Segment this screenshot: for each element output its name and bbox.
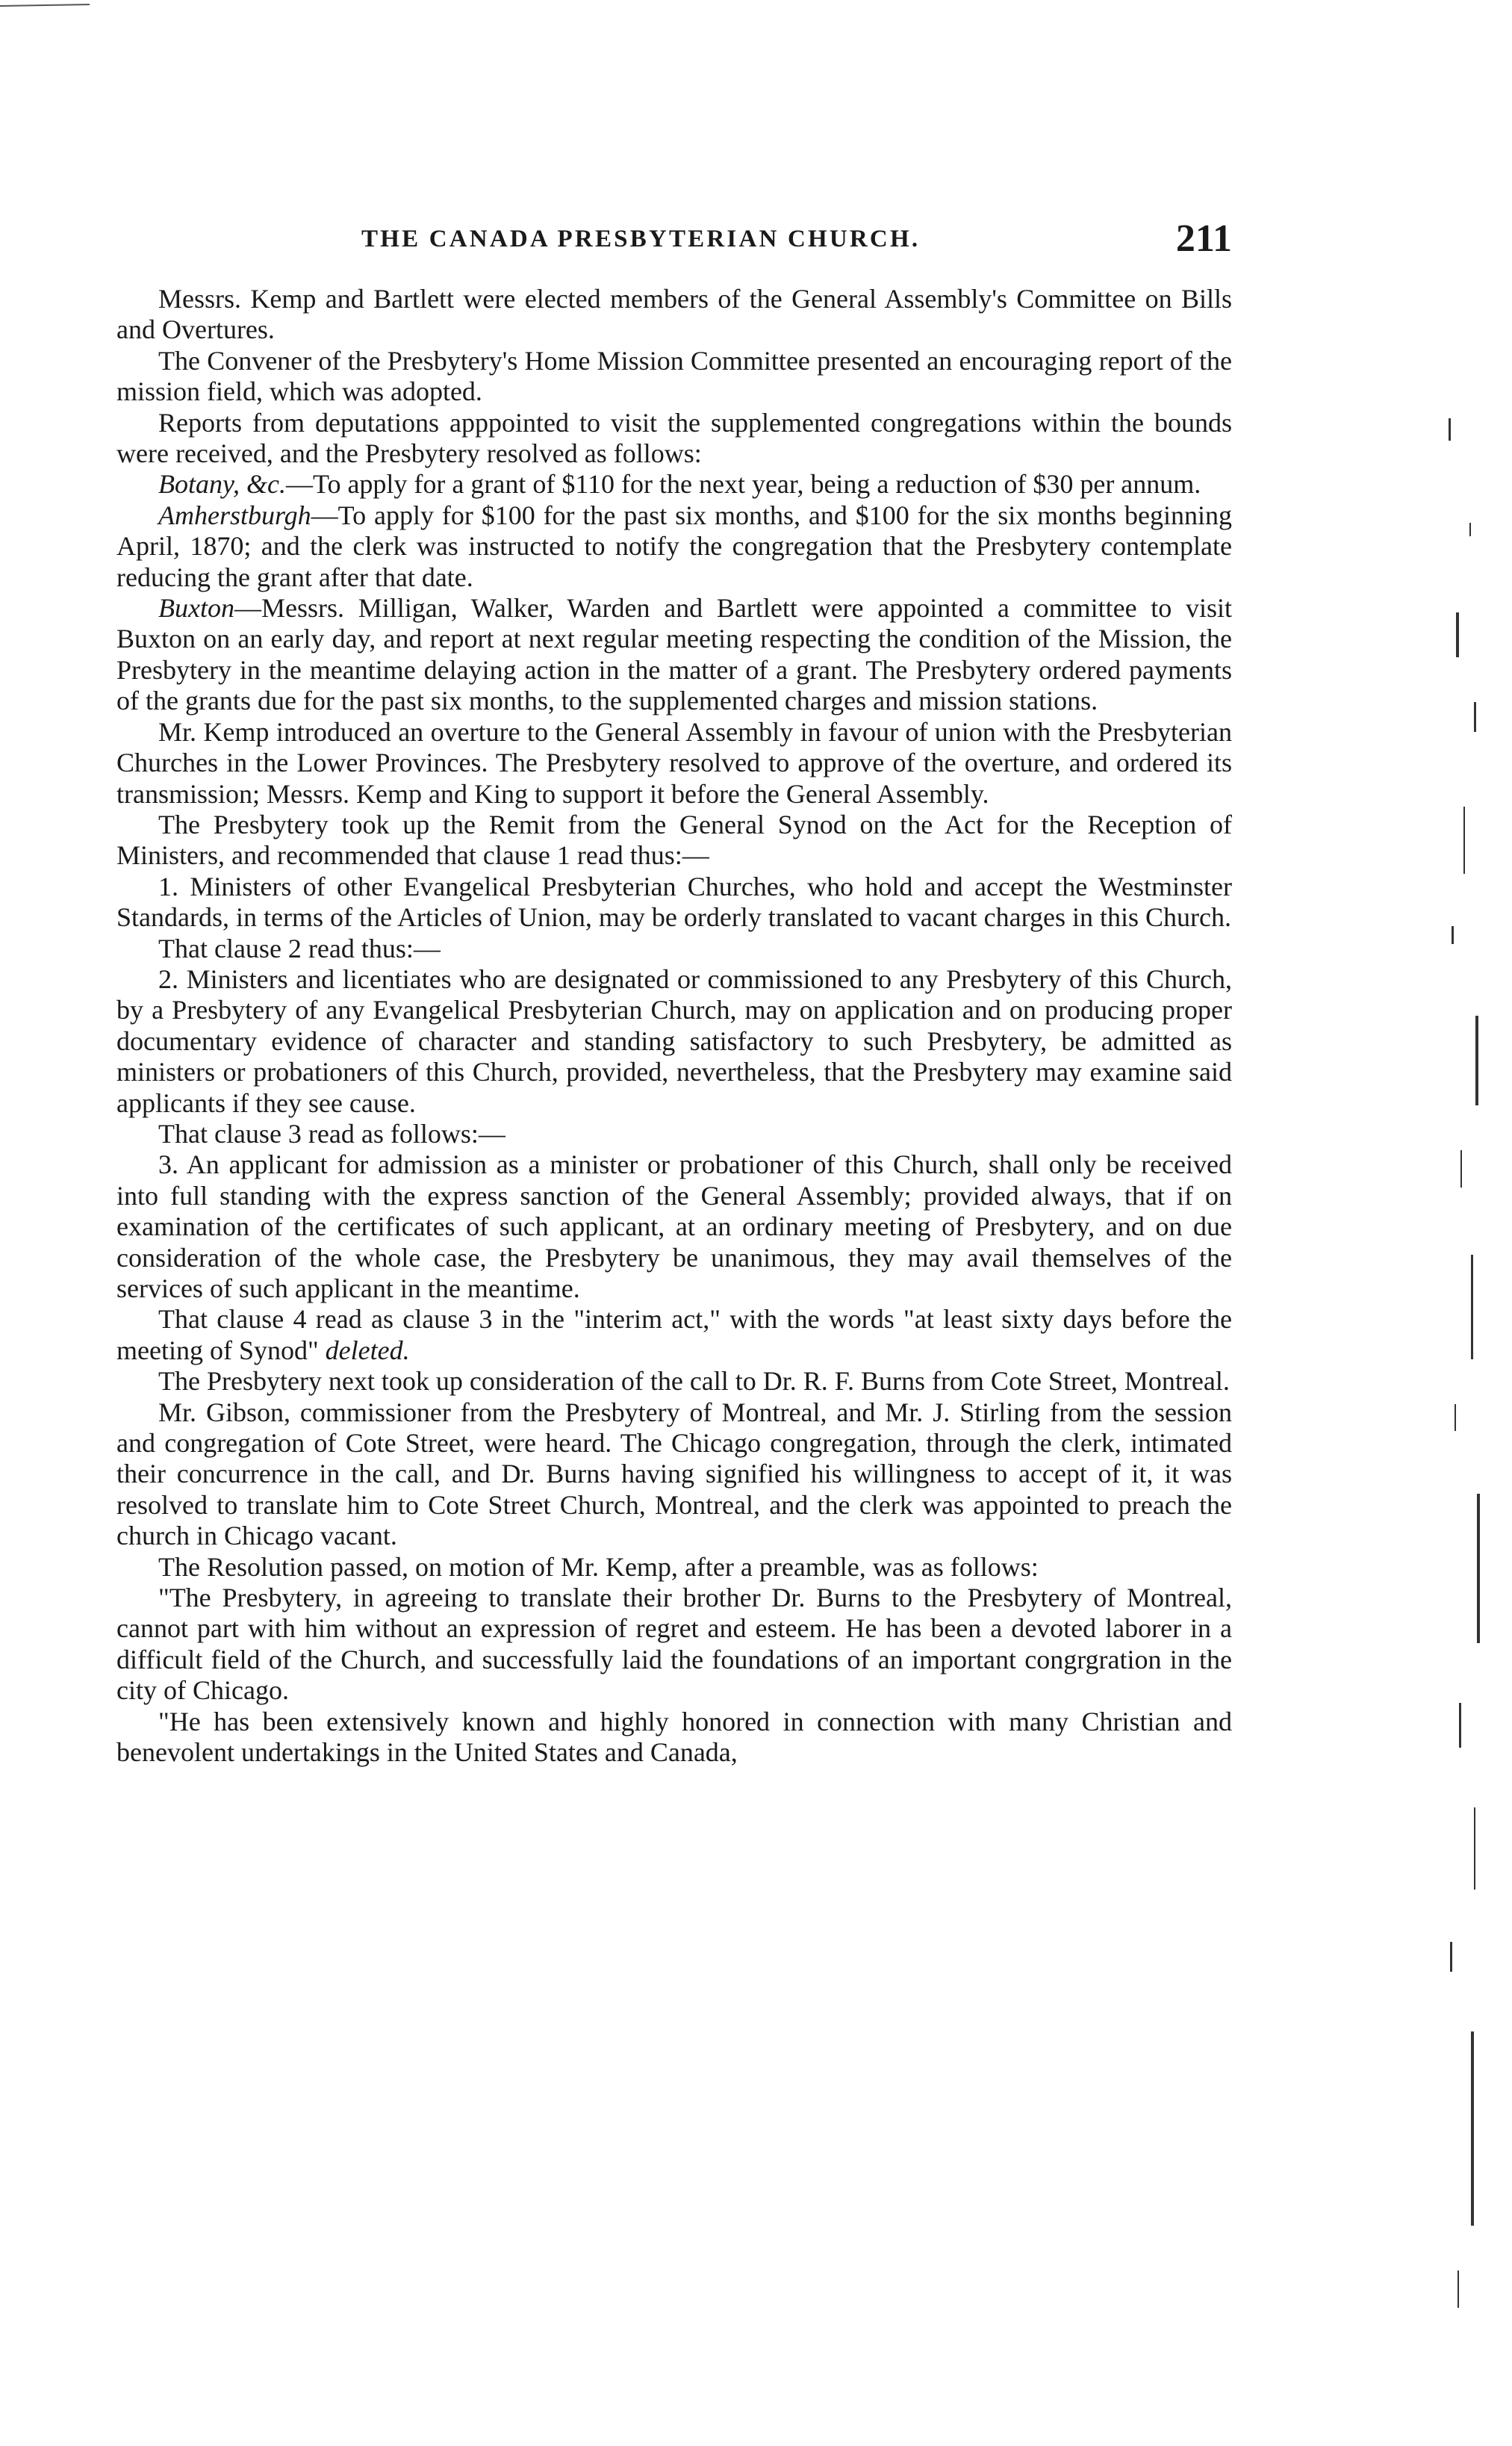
paragraph: Messrs. Kemp and Bartlett were elected members of the General Assembly's Committee on Bills and Overtures. (116, 284, 1232, 345)
paragraph: That clause 3 read as follows:— (158, 1118, 505, 1149)
paragraph: "He has been extensively known and highly honored in connection with many Christian and benevolent undertakings in the United States and Canada, (116, 1706, 1232, 1768)
paragraph: Buxton—Messrs. Milligan, Walker, Warden and Bartlett were appointed a committee to visit Buxton on an early day, and report at next regular meeting respecting the condition of the Mission, the Presbytery in the meantime delaying action in the matter of a grant. The Presbytery ordered payments of the grants due for the past six months, to the supplemented charges and mission stations. (116, 593, 1232, 716)
paragraph: The Resolution passed, on motion of Mr. Kemp, after a preamble, was as follows: (158, 1551, 1039, 1582)
paragraph: Botany, &c.—To apply for a grant of $110 for the next year, being a reduction of $30 per annum. (158, 469, 1201, 500)
paragraph: 2. Ministers and licentiates who are designated or commissioned to any Presbytery of this Church, by a Presbytery of any Evangelical Presbyterian Church, may on application and on producing proper documentary evidence of character and standing satisfactory to such Presbytery, be admitted as ministers or probationers of this Church, provided, nevertheless, that the Presbytery may examine said applicants if they see cause. (116, 963, 1232, 1118)
paragraph: That clause 4 read as clause 3 in the "interim act," with the words "at least sixty days before the meeting of Synod" deleted. (116, 1304, 1232, 1365)
paragraph: 1. Ministers of other Evangelical Presbyterian Churches, who hold and accept the Westminster Standards, in terms of the Articles of Union, may be orderly translated to vacant charges in this Church. (116, 871, 1232, 933)
paragraph: 3. An applicant for admission as a minister or probationer of this Church, shall only be received into full standing with the express sanction of the General Assembly; provided always, that if on examination of the certificates of such applicant, at an ordinary meeting of Presbytery, and on due consideration of the whole case, the Presbytery be unanimous, they may avail themselves of the services of such applicant in the meantime. (116, 1149, 1232, 1303)
paragraph: The Convener of the Presbytery's Home Mission Committee presented an encouraging report of the mission field, which was adopted. (116, 345, 1232, 407)
paragraph: That clause 2 read thus:— (158, 933, 441, 963)
paragraph: Amherstburgh—To apply for $100 for the past six months, and $100 for the six months beginning April, 1870; and the clerk was instructed to notify the congregation that the Presbytery contemplate reducing the grant after that date. (116, 500, 1232, 592)
page-number: 211 (1175, 217, 1232, 260)
paragraph: "The Presbytery, in agreeing to translate their brother Dr. Burns to the Presbytery of Montreal, cannot part with him without an expression of regret and esteem. He has been a devoted laborer in a difficult field of the Church, and successfully laid the foundations of an important congrgration in the city of Chicago. (116, 1583, 1232, 1706)
body-text (116, 284, 1232, 1769)
scan-edge-artifact (1441, 388, 1486, 2375)
running-header (116, 217, 1232, 269)
paragraph: Reports from deputations apppointed to visit the supplemented congregations within the bounds were received, and the Presbytery resolved as follows: (116, 407, 1232, 469)
top-scan-mark (0, 4, 90, 7)
paragraph: Mr. Gibson, commissioner from the Presbytery of Montreal, and Mr. J. Stirling from the session and congregation of Cote Street, were heard. The Chicago congregation, through the clerk, intimated their concurrence in the call, and Dr. Burns having signified his willingness to accept of it, it was resolved to translate him to Cote Street Church, Montreal, and the clerk was appointed to preach the church in Chicago vacant. (116, 1397, 1232, 1551)
paragraph: Mr. Kemp introduced an overture to the General Assembly in favour of union with the Presbyterian Churches in the Lower Provinces. The Presbytery resolved to approve of the overture, and ordered its transmission; Messrs. Kemp and King to support it before the General Assembly. (116, 716, 1232, 809)
paragraph: The Presbytery took up the Remit from the General Synod on the Act for the Reception of Ministers, and recommended that clause 1 read thus:— (116, 809, 1232, 871)
running-title: THE CANADA PRESBYTERIAN CHURCH. (361, 226, 921, 252)
paragraph: The Presbytery next took up consideration of the call to Dr. R. F. Burns from Cote Street, Montreal. (158, 1366, 1230, 1397)
